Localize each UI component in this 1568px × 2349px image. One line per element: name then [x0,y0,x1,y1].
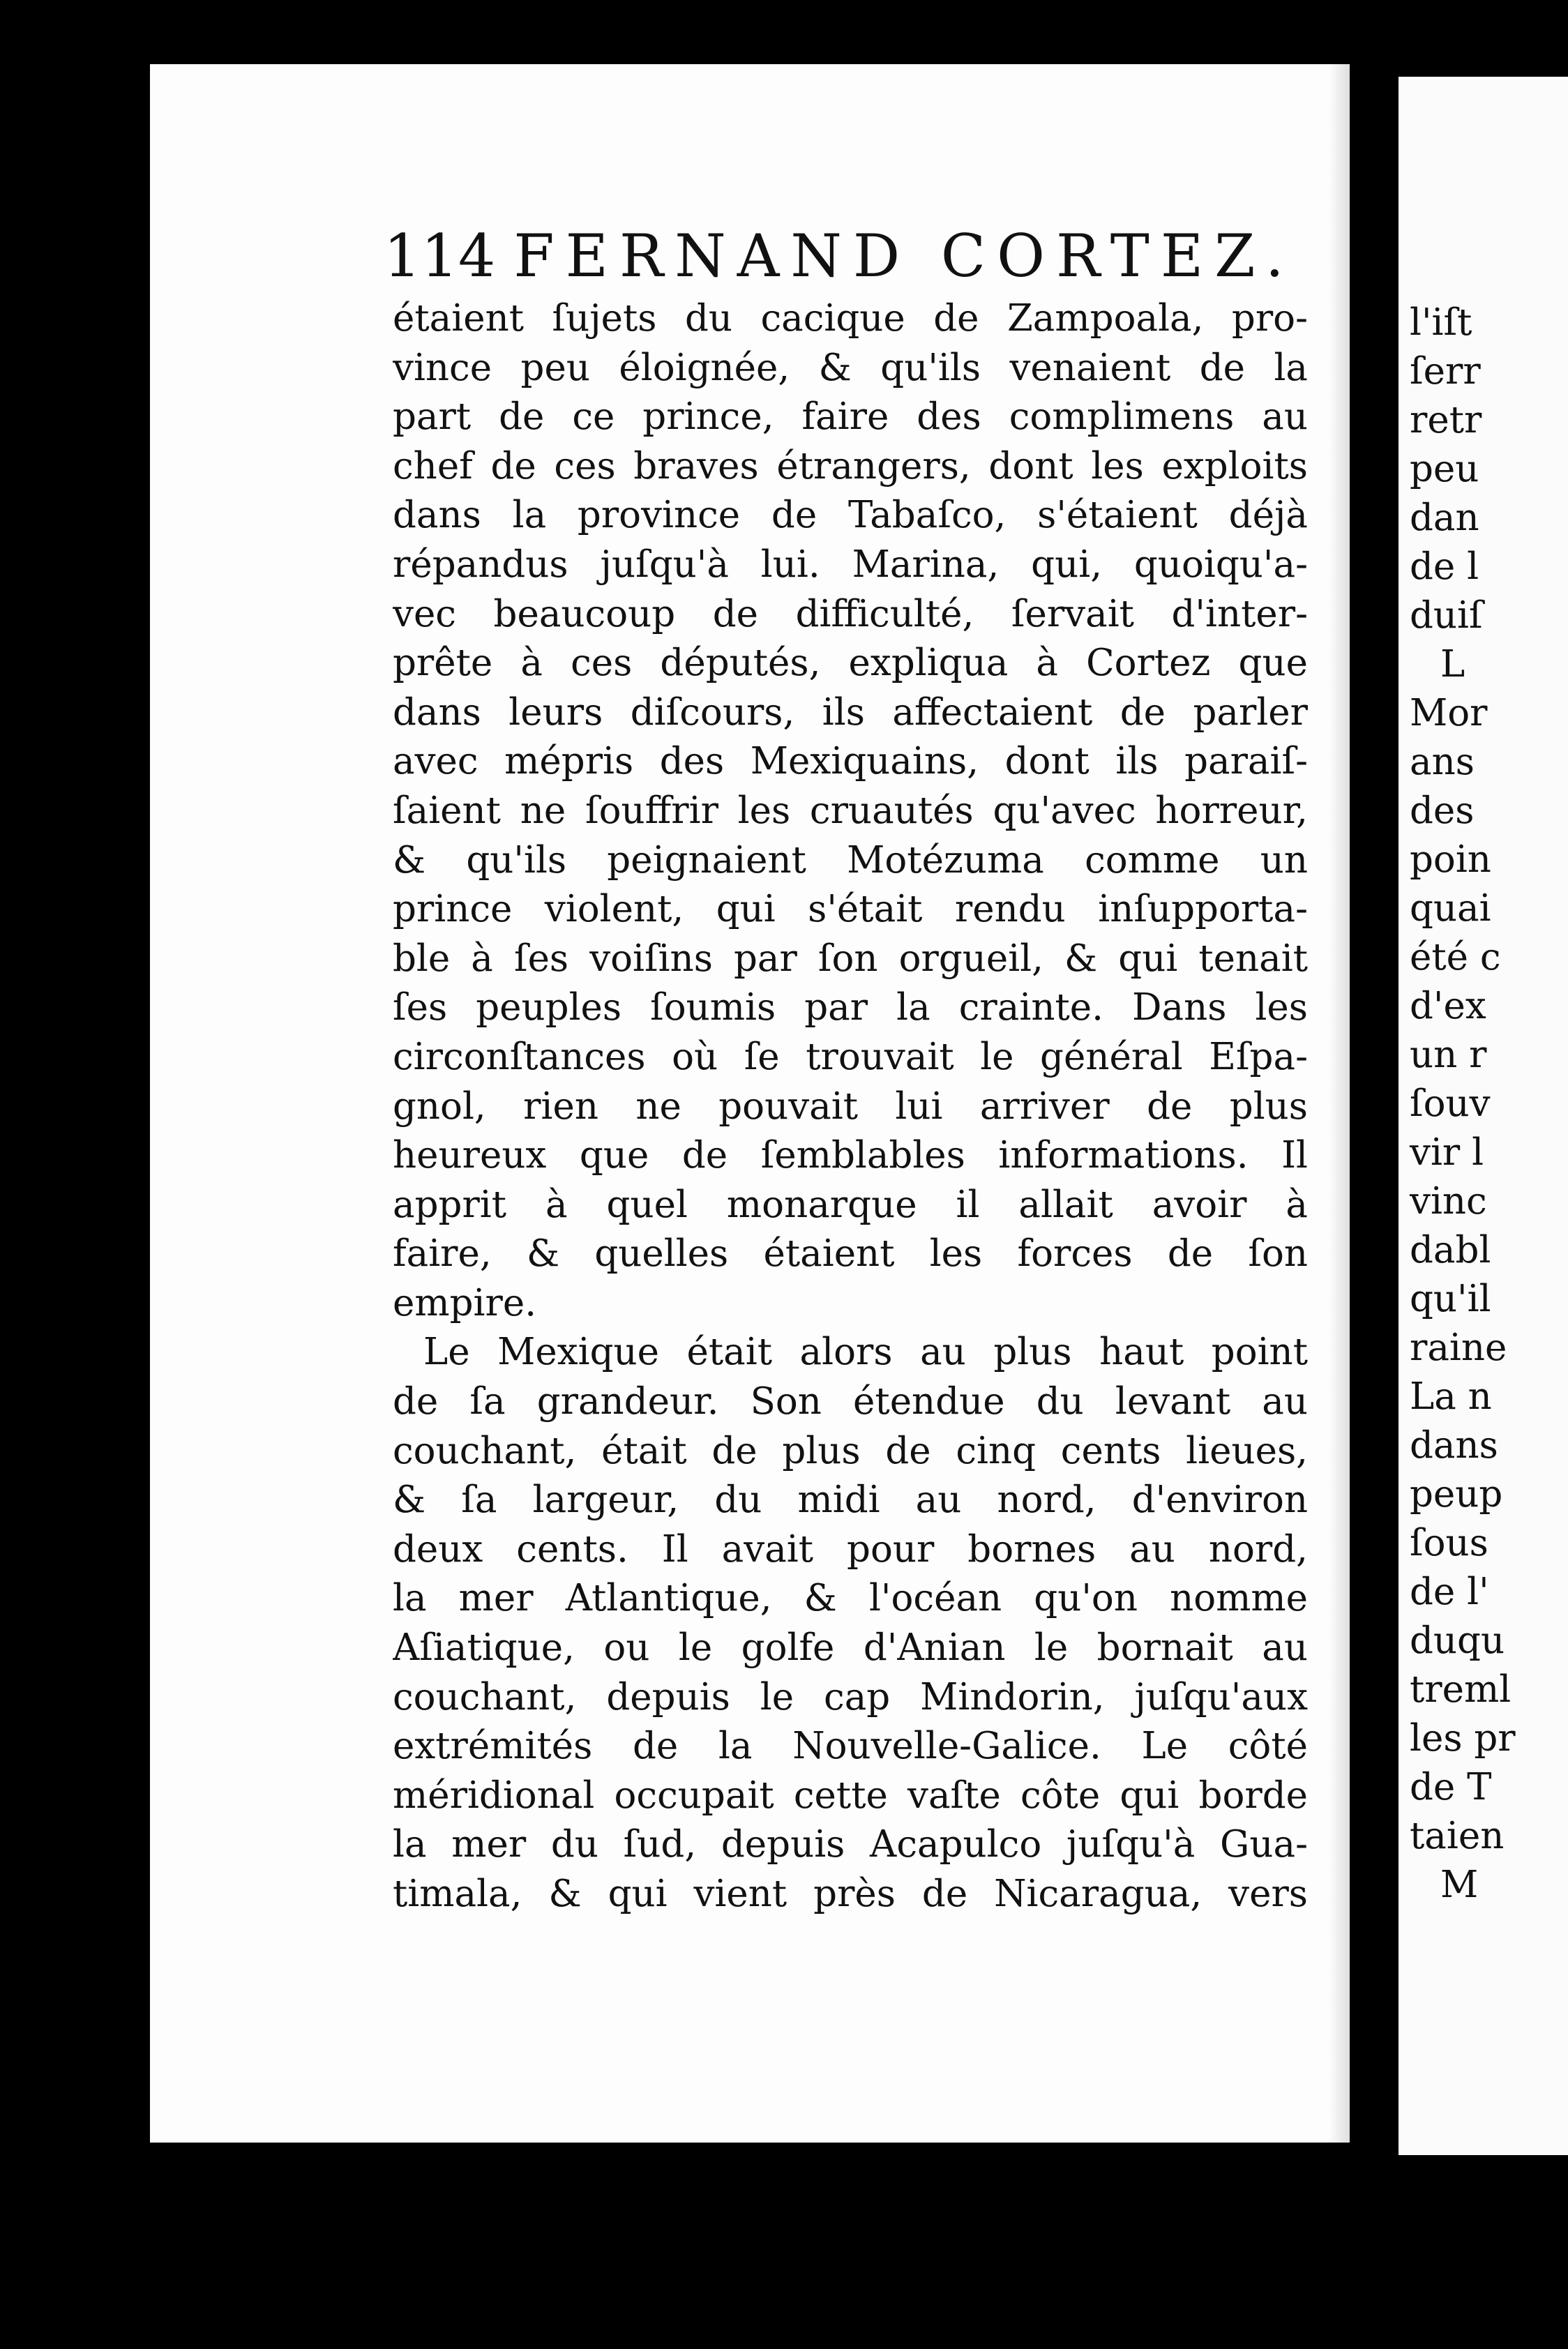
facing-line-fragment: de T [1410,1766,1492,1808]
facing-line-fragment: quai [1410,887,1491,930]
text-line: ſes peuples ſoumis par la crainte. Dans les [393,986,1308,1029]
text-line: répandus juſqu'à lui. Marina, qui, quoiqu'a- [393,543,1308,586]
facing-line-fragment: treml [1410,1668,1512,1711]
facing-line-fragment: ſous [1410,1522,1488,1564]
text-line: de ſa grandeur. Son étendue du levant au [393,1380,1308,1423]
text-line: timala, & qui vient près de Nicaragua, vers [393,1873,1308,1915]
text-line: & ſa largeur, du midi au nord, d'environ [393,1479,1308,1522]
text-line: la mer du ſud, depuis Acapulco juſqu'à Gua- [393,1823,1308,1866]
text-line: apprit à quel monarque il allait avoir à [393,1183,1308,1226]
facing-line-fragment: l'iſt [1410,301,1472,344]
text-line: dans la province de Tabaſco, s'étaient déjà [393,494,1308,537]
paragraph-start-line: Le Mexique était alors au plus haut point [423,1331,1308,1374]
facing-line-fragment: dabl [1410,1229,1491,1271]
facing-line-fragment: M [1440,1864,1479,1906]
text-line: étaient ſujets du cacique de Zampoala, pro- [393,297,1308,340]
text-line: deux cents. Il avait pour bornes au nord, [393,1527,1308,1571]
facing-line-fragment: peup [1410,1473,1503,1516]
facing-line-fragment: vinc [1410,1180,1487,1223]
facing-line-fragment: été c [1410,936,1501,979]
facing-line-fragment: qu'il [1410,1278,1491,1320]
facing-line-fragment: taien [1410,1815,1505,1857]
facing-line-fragment: peu [1410,448,1479,490]
page-edge-shadow [1329,64,1350,2143]
text-line: couchant, était de plus de cinq cents lieues, [393,1429,1308,1472]
facing-line-fragment: Mor [1410,692,1488,734]
text-line: Aſiatique, ou le golfe d'Anian le bornait au [393,1626,1308,1670]
text-line: heureux que de ſemblables informations. Il [393,1134,1308,1177]
body-text [393,294,1308,1919]
text-line: avec mépris des Mexiquains, dont ils paraiſ- [393,740,1308,783]
text-line: couchant, depuis le cap Mindorin, juſqu'aux [393,1675,1308,1719]
text-line: vince peu éloignée, & qu'ils venaient de la [393,346,1308,389]
text-line: chef de ces braves étrangers, dont les exploits [393,444,1308,488]
facing-line-fragment: des [1410,790,1475,832]
facing-line-fragment: de l [1410,545,1479,588]
facing-line-fragment: ſerr [1410,350,1481,393]
facing-line-fragment: les pr [1410,1717,1516,1760]
facing-line-fragment: retr [1410,399,1482,441]
text-line: ble à ſes voiſins par ſon orgueil, & qui tenait [393,937,1308,980]
text-line: méridional occupait cette vaſte côte qui borde [393,1774,1308,1817]
page-number: 114 [384,222,496,290]
facing-line-fragment: ans [1410,741,1475,783]
text-line: gnol, rien ne pouvait lui arriver de plus [393,1085,1308,1128]
text-line: part de ce prince, faire des complimens au [393,395,1308,439]
book-gutter [1350,0,1399,2349]
facing-line-fragment: vir l [1410,1131,1484,1174]
running-title: FERNAND CORTEZ. [513,222,1295,290]
text-line: circonſtances où ſe trouvait le général Eſpa- [393,1035,1308,1078]
facing-line-fragment: un r [1410,1034,1487,1076]
text-line: prince violent, qui s'était rendu inſupporta- [393,888,1308,931]
text-line: faire, & quelles étaient les forces de ſon [393,1232,1308,1276]
facing-line-fragment: duiſ [1410,594,1483,637]
text-line: dans leurs diſcours, ils affectaient de parler [393,690,1308,734]
facing-line-fragment: dan [1410,497,1479,539]
facing-line-fragment: raine [1410,1327,1507,1369]
text-line: extrémités de la Nouvelle-Galice. Le côté [393,1725,1308,1768]
facing-line-fragment: duqu [1410,1619,1505,1662]
running-head [384,218,1311,294]
text-line: la mer Atlantique, & l'océan qu'on nomme [393,1577,1308,1620]
facing-line-fragment: La n [1410,1375,1492,1418]
facing-line-fragment: ſouv [1410,1082,1491,1125]
text-line: vec beaucoup de difficulté, ſervait d'inter- [393,592,1308,635]
text-line: & qu'ils peignaient Motézuma comme un [393,838,1308,882]
facing-line-fragment: d'ex [1410,985,1486,1027]
text-line: prête à ces députés, expliqua à Cortez que [393,642,1308,685]
facing-line-fragment: de l' [1410,1571,1489,1613]
facing-page [1399,77,1568,2155]
text-line: ſaient ne ſouffrir les cruautés qu'avec horreur, [393,789,1308,832]
text-line: empire. [393,1281,537,1324]
facing-line-fragment: L [1440,643,1465,686]
facing-line-fragment: poin [1410,838,1491,881]
facing-line-fragment: dans [1410,1424,1498,1467]
book-page [150,64,1350,2143]
